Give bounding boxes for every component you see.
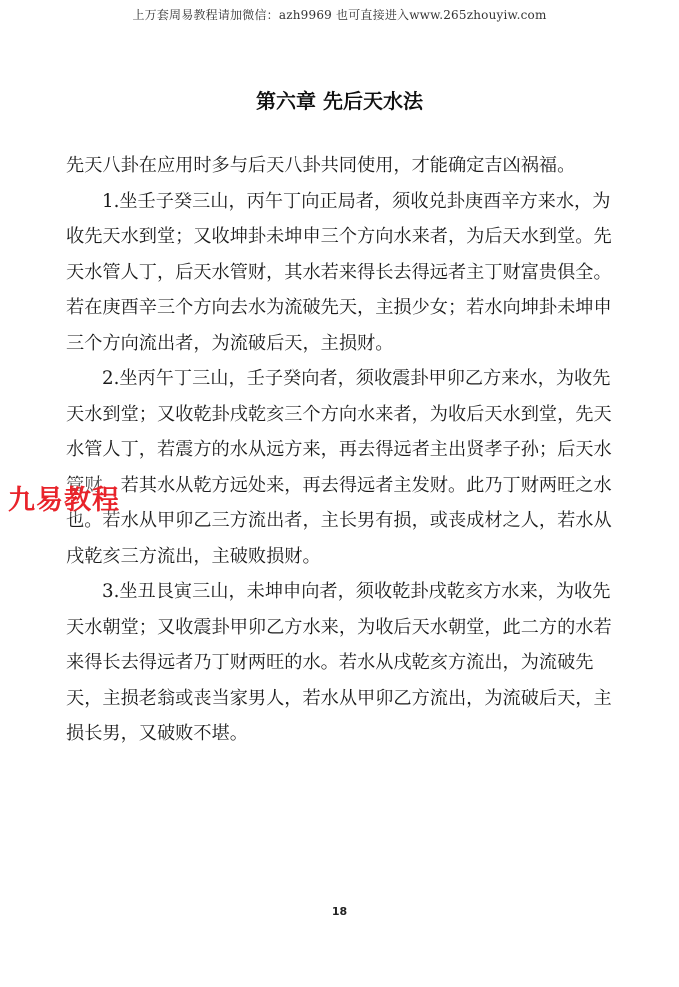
chapter-title: 第六章 先后天水法 <box>256 89 423 113</box>
paragraph-3: 3.坐丑艮寅三山，未坤申向者，须收乾卦戌乾亥方水来，为收先天水朝堂；又收震卦甲卯乙方水来，为收后天水朝堂，此二方的水若来得长去得远者乃丁财两旺的水。若水从戌乾亥方流出，为流破先天，主损老翁或丧当家男人，若水从甲卯乙方流出，为流破后天，主损长男，又破败不堪。 <box>66 581 612 744</box>
watermark: 九易教程 <box>8 478 120 517</box>
page-number: 18 <box>331 905 348 918</box>
intro-paragraph: 先天八卦在应用时多与后天八卦共同使用，才能确定吉凶祸福。 <box>66 155 576 176</box>
paragraph-1: 1.坐壬子癸三山，丙午丁向正局者，须收兑卦庚酉辛方来水，为收先天水到堂；又收坤卦未坤申三个方向水来者，为后天水到堂。先天水管人丁，后天水管财，其水若来得长去得远者主丁财富贵俱全。若在庚酉辛三个方向去水为流破先天，主损少女；若水向坤卦未坤申三个方向流出者，为流破后天，主损财。 <box>66 190 612 354</box>
body-text <box>66 148 626 752</box>
paragraph-2: 2.坐丙午丁三山，壬子癸向者，须收震卦甲卯乙方来水，为收先天水到堂；又收乾卦戌乾亥三个方向水来者，为收后天水到堂，先天水管人丁，若震方的水从远方来，再去得远者主出贤孝子孙；后天水管财，若其水从乾方远处来，再去得远者主发财。此乃丁财两旺之水也。若水从甲卯乙三方流出者，主长男有损，或丧成材之人，若水从戌乾亥三方流出，主破败损财。 <box>66 368 612 567</box>
header-note: 上万套周易教程请加微信：azh9969 也可直接进入www.265zhouyiw.com <box>132 8 547 22</box>
